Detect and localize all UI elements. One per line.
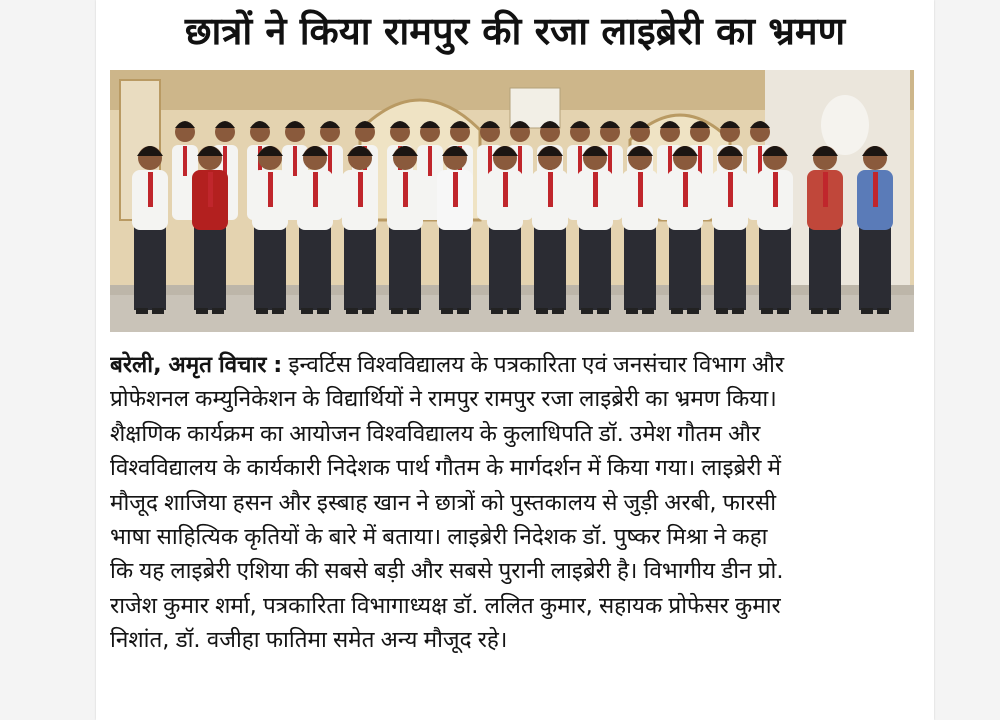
person-front-tie [208,172,213,207]
person-front-legs [389,220,421,310]
person-front-legs [344,220,376,310]
person-front-tie [403,172,408,207]
article-body [110,348,916,658]
person-front-shoe [256,308,268,314]
person-front-shoe [491,308,503,314]
person-front-legs [859,220,891,310]
person-front-shoe [827,308,839,314]
person-front-shoe [317,308,329,314]
person-front-shoe [716,308,728,314]
group-photo [110,70,914,332]
person-front-tie [453,172,458,207]
person-front-shoe [457,308,469,314]
person-front-tie [313,172,318,207]
person-front-shoe [761,308,773,314]
person-front-shoe [671,308,683,314]
person-front-tie [593,172,598,207]
person-front-legs [759,220,791,310]
person-front-tie [683,172,688,207]
group-photo-illustration [110,70,914,332]
article-line-4: विश्वविद्यालय के कार्यकारी निदेशक पार्थ गौतम के मार्गदर्शन में किया गया। लाइब्रेरी में [110,455,781,482]
article-line-6: भाषा साहित्यिक कृतियों के बारे में बताया। लाइब्रेरी निदेशक डॉ. पुष्कर मिश्रा ने कहा [110,524,768,551]
person-front-shoe [152,308,164,314]
article-text: इन्वर्टिस विश्वविद्यालय के पत्रकारिता एवं जनसंचार विभाग और [282,352,785,378]
person-front-legs [439,220,471,310]
person-back-tie [428,146,432,176]
person-front-tie [823,172,828,207]
person-front-tie [548,172,553,207]
article-line-3: शैक्षणिक कार्यक्रम का आयोजन विश्वविद्यालय के कुलाधिपति डॉ. उमेश गौतम और [110,420,761,447]
person-front-legs [254,220,286,310]
person-front-legs [579,220,611,310]
person-front-shoe [136,308,148,314]
person-back-tie [293,146,297,176]
person-front-shoe [536,308,548,314]
person-front-legs [714,220,746,310]
article-line-7: कि यह लाइब्रेरी एशिया की सबसे बड़ी और सबसे पुरानी लाइब्रेरी है। विभागीय डीन प्रो. [110,558,784,585]
person-front-shoe [581,308,593,314]
person-front-tie [268,172,273,207]
person-front-legs [534,220,566,310]
article-line-8: राजेश कुमार शर्मा, पत्रकारिता विभागाध्यक्ष डॉ. ललित कुमार, सहायक प्रोफेसर कुमार [110,592,781,619]
person-front-legs [299,220,331,310]
person-front-shoe [212,308,224,314]
article-line-5: मौजूद शाजिया हसन और इस्बाह खान ने छात्रों को पुस्तकालय से जुड़ी अरबी, फारसी [110,489,777,516]
person-front-shoe [346,308,358,314]
person-front-shoe [861,308,873,314]
person-front-shoe [732,308,744,314]
article-line-9: निशांत, डॉ. वजीहा फातिमा समेत अन्य मौजूद रहे। [110,627,508,654]
person-front-tie [773,172,778,207]
person-front-shoe [507,308,519,314]
person-front-shoe [777,308,789,314]
person-front-legs [809,220,841,310]
person-front-tie [358,172,363,207]
newspaper-clipping [96,0,934,720]
person-front-shoe [687,308,699,314]
article-line-1 [110,348,916,382]
person-front-shoe [626,308,638,314]
dateline: बरेली, अमृत विचार : [110,352,283,378]
person-front-tie [503,172,508,207]
person-front-tie [728,172,733,207]
person-back-tie [183,146,187,176]
person-front-legs [489,220,521,310]
person-front-tie [873,172,878,207]
person-front-tie [148,172,153,207]
person-front-shoe [301,308,313,314]
person-front-shoe [196,308,208,314]
photo-statue [821,95,869,155]
person-front-shoe [642,308,654,314]
person-front-shoe [391,308,403,314]
person-front-tie [638,172,643,207]
person-front-legs [669,220,701,310]
person-front-shoe [272,308,284,314]
person-front-shoe [877,308,889,314]
person-front-shoe [362,308,374,314]
person-front-shoe [811,308,823,314]
person-front-shoe [552,308,564,314]
headline: छात्रों ने किया रामपुर की रजा लाइब्रेरी का भ्रमण [184,9,846,53]
person-front-shoe [407,308,419,314]
person-front-legs [194,220,226,310]
person-front-legs [134,220,166,310]
person-front-shoe [441,308,453,314]
article-line-2: प्रोफेशनल कम्युनिकेशन के विद्यार्थियों ने रामपुर रामपुर रजा लाइब्रेरी का भ्रमण किया। [110,386,777,413]
person-front-shoe [597,308,609,314]
person-front-legs [624,220,656,310]
